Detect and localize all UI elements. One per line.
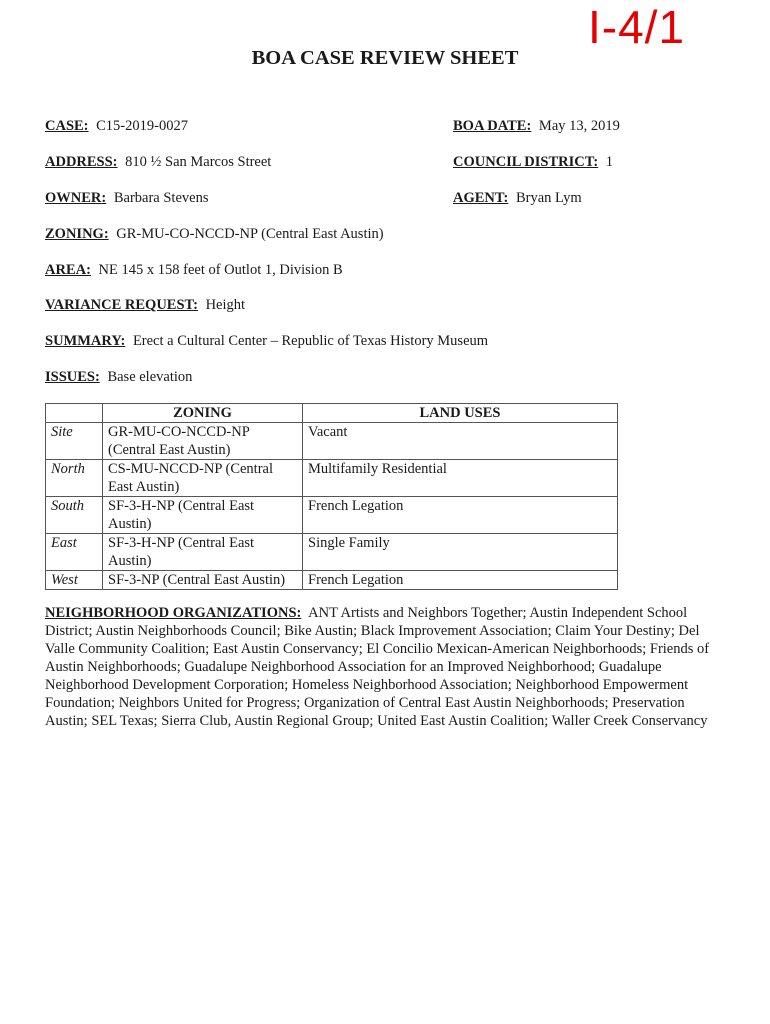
variance-request-value: Height — [205, 297, 246, 313]
table-row — [46, 571, 618, 590]
council-district-label: COUNCIL DISTRICT: — [453, 154, 599, 170]
page-title: BOA CASE REVIEW SHEET — [251, 47, 519, 69]
area-field — [45, 262, 343, 279]
table-row — [46, 497, 618, 534]
row-location: East — [46, 534, 103, 571]
table-row — [46, 423, 618, 460]
issues-field — [45, 369, 192, 386]
row-location: West — [46, 571, 103, 590]
address-label: ADDRESS: — [45, 154, 118, 170]
issues-label: ISSUES: — [45, 369, 100, 385]
boa-date-value: May 13, 2019 — [538, 118, 620, 134]
table-row — [46, 460, 618, 497]
neighborhood-organizations-label: NEIGHBORHOOD ORGANIZATIONS: — [45, 605, 302, 621]
row-land-use: Vacant — [303, 423, 618, 460]
location-header — [46, 404, 103, 423]
neighborhood-organizations — [45, 604, 730, 730]
neighborhood-organizations-value: ANT Artists and Neighbors Together; Austin Independent School District; Austin Neighborhoods Council; Bike Austin; Black Improvement Association; Claim Your Destiny; Del Valle Community Coalition; East Austin Conservancy; El Concilio Mexican-American Neighborhoods; Friends of Austin Neighborhoods; Guadalupe Neighborhood Association for an Improved Neighborhood; Guadalupe Neighborhood Development Corporation; Homeless Neighborhood Association; Neighborhood Empowerment Foundation; Neighbors United for Progress; Organization of Central East Austin Neighborhoods; Preservation Austin; SEL Texas; Sierra Club, Austin Regional Group; United East Austin Coalition; Waller Creek Conservancy — [45, 605, 710, 729]
row-location: South — [46, 497, 103, 534]
row-land-use: French Legation — [303, 571, 618, 590]
row-land-use: French Legation — [303, 497, 618, 534]
agent-label: AGENT: — [453, 190, 509, 206]
owner-label: OWNER: — [45, 190, 107, 206]
council-district-field — [453, 154, 613, 171]
address-field — [45, 154, 271, 171]
owner-field — [45, 190, 208, 207]
table-header-row — [46, 404, 618, 423]
summary-label: SUMMARY: — [45, 333, 126, 349]
area-value: NE 145 x 158 feet of Outlot 1, Division B — [98, 262, 343, 278]
land-uses-header: LAND USES — [303, 404, 618, 423]
table-row — [46, 534, 618, 571]
case-field — [45, 118, 188, 135]
council-district-value: 1 — [605, 154, 614, 170]
row-zoning: CS-MU-NCCD-NP (Central East Austin) — [103, 460, 303, 497]
row-land-use: Single Family — [303, 534, 618, 571]
row-zoning: SF-3-H-NP (Central East Austin) — [103, 534, 303, 571]
boa-date-label: BOA DATE: — [453, 118, 532, 134]
summary-field — [45, 333, 488, 350]
zoning-land-use-table — [45, 403, 618, 590]
issues-value: Base elevation — [107, 369, 193, 385]
row-location: Site — [46, 423, 103, 460]
summary-value: Erect a Cultural Center – Republic of Texas History Museum — [132, 333, 489, 349]
row-zoning: SF-3-NP (Central East Austin) — [103, 571, 303, 590]
row-zoning: GR-MU-CO-NCCD-NP (Central East Austin) — [103, 423, 303, 460]
zoning-header: ZONING — [103, 404, 303, 423]
owner-value: Barbara Stevens — [113, 190, 209, 206]
case-label: CASE: — [45, 118, 89, 134]
zoning-label: ZONING: — [45, 226, 109, 242]
page-number-stamp: I-4/1 — [588, 1, 686, 53]
agent-value: Bryan Lym — [515, 190, 582, 206]
address-value: 810 ½ San Marcos Street — [125, 154, 272, 170]
row-location: North — [46, 460, 103, 497]
boa-date-field — [453, 118, 620, 135]
agent-field — [453, 190, 582, 207]
zoning-field — [45, 226, 384, 243]
row-land-use: Multifamily Residential — [303, 460, 618, 497]
zoning-value: GR-MU-CO-NCCD-NP (Central East Austin) — [116, 226, 384, 242]
area-label: AREA: — [45, 262, 91, 278]
variance-request-field — [45, 297, 245, 314]
case-value: C15-2019-0027 — [96, 118, 188, 134]
row-zoning: SF-3-H-NP (Central East Austin) — [103, 497, 303, 534]
variance-request-label: VARIANCE REQUEST: — [45, 297, 198, 313]
